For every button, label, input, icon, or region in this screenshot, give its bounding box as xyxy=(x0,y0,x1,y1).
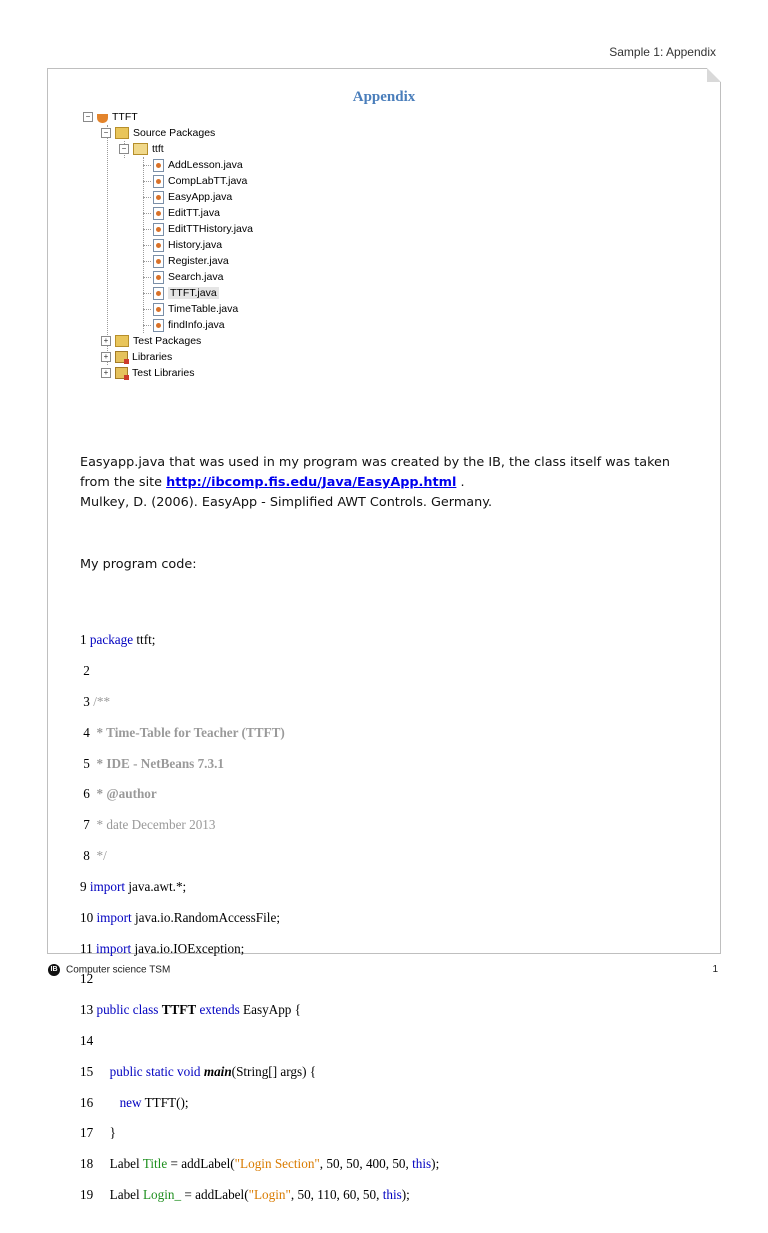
code-line: 19 Label Login_ = addLabel("Login", 50, 110, 60, 50, this); xyxy=(80,1187,410,1203)
code-line: 10 import java.io.RandomAccessFile; xyxy=(80,909,280,925)
tree-file-label: History.java xyxy=(168,239,223,251)
code-line: 9 import java.awt.*; xyxy=(80,878,187,894)
footer-label: Computer science TSM xyxy=(66,964,171,976)
code-line: 14 xyxy=(80,1032,94,1048)
tree-file-easyapp[interactable] xyxy=(145,189,232,205)
code-line: 2 xyxy=(80,663,90,679)
page-title: Appendix xyxy=(352,89,416,105)
tree-file-history[interactable] xyxy=(145,237,222,253)
tree-file-findinfo[interactable] xyxy=(145,317,225,333)
tree-file-label: EditTT.java xyxy=(168,207,220,219)
tree-file-label: Search.java xyxy=(168,271,224,283)
tree-node-root[interactable] xyxy=(83,109,138,125)
code-line: 16 new TTFT(); xyxy=(80,1094,189,1110)
code-line: 8 */ xyxy=(80,848,107,864)
code-line: 4 * Time-Table for Teacher (TTFT) xyxy=(80,724,285,740)
code-line: 7 * date December 2013 xyxy=(80,817,216,833)
code-line: 17 } xyxy=(80,1125,117,1141)
expand-icon[interactable]: + xyxy=(101,336,111,346)
tree-node-libraries[interactable] xyxy=(101,349,172,365)
tree-file-label: EditTTHistory.java xyxy=(168,223,253,235)
package-icon xyxy=(133,143,148,155)
code-line: 18 Label Title = addLabel("Login Section", 50, 50, 400, 50, this); xyxy=(80,1156,440,1172)
project-cup-icon xyxy=(97,114,108,123)
citation: Mulkey, D. (2006). EasyApp - Simplified AWT Controls. Germany. xyxy=(80,495,493,510)
java-file-icon xyxy=(153,159,164,172)
java-file-icon xyxy=(153,239,164,252)
tree-node-label: ttft xyxy=(152,143,164,155)
tree-node-test-packages[interactable] xyxy=(101,333,201,349)
tree-file-addlesson[interactable] xyxy=(145,157,243,173)
tree-node-label: Test Libraries xyxy=(132,367,195,379)
tree-node-label: Libraries xyxy=(132,351,173,363)
code-line: 5 * IDE - NetBeans 7.3.1 xyxy=(80,755,224,771)
expand-icon[interactable]: + xyxy=(101,352,111,362)
tree-node-source-packages[interactable] xyxy=(101,125,215,141)
java-file-icon xyxy=(153,271,164,284)
java-file-icon xyxy=(153,303,164,316)
tree-node-label: TTFT xyxy=(112,111,138,123)
page-number: 1 xyxy=(712,964,718,975)
folder-icon xyxy=(115,335,129,347)
java-file-icon xyxy=(153,191,164,204)
tree-file-label: TTFT.java xyxy=(170,287,217,299)
tree-file-ttft[interactable] xyxy=(145,285,219,301)
ib-logo-icon: IB xyxy=(48,964,60,976)
java-file-icon xyxy=(153,319,164,332)
paragraph-easyapp-line2 xyxy=(80,475,465,490)
tree-file-timetable[interactable] xyxy=(145,301,238,317)
tree-file-label: EasyApp.java xyxy=(168,191,233,203)
collapse-icon[interactable]: − xyxy=(119,144,129,154)
folder-icon xyxy=(115,127,129,139)
code-line: 1 package ttft; xyxy=(80,632,156,648)
tree-file-label: Register.java xyxy=(168,255,229,267)
java-main-file-icon xyxy=(153,287,164,300)
easyapp-link[interactable]: http://ibcomp.fis.edu/Java/EasyApp.html xyxy=(166,475,457,490)
footer-left xyxy=(48,964,170,976)
code-line: 15 public static void main(String[] args) { xyxy=(80,1063,317,1079)
java-file-icon xyxy=(153,223,164,236)
expand-icon[interactable]: + xyxy=(101,368,111,378)
tree-node-test-libraries[interactable] xyxy=(101,365,194,381)
library-icon xyxy=(115,367,128,379)
text-span: . xyxy=(456,475,465,490)
code-line: 3 /** xyxy=(80,694,111,710)
header-label: Sample 1: Appendix xyxy=(609,45,716,59)
tree-node-package[interactable] xyxy=(119,141,164,157)
tree-file-label: TimeTable.java xyxy=(168,303,239,315)
java-file-icon xyxy=(153,207,164,220)
paragraph-easyapp-line1: Easyapp.java that was used in my program was created by the IB, the class itself was taken xyxy=(80,455,671,470)
code-listing xyxy=(80,617,439,1233)
tree-file-label: CompLabTT.java xyxy=(168,175,248,187)
code-line: 13 public class TTFT extends EasyApp { xyxy=(80,1002,302,1018)
tree-file-label: findInfo.java xyxy=(168,319,225,331)
tree-node-label: Test Packages xyxy=(133,335,202,347)
java-file-icon xyxy=(153,175,164,188)
code-heading: My program code: xyxy=(80,557,197,572)
tree-file-register[interactable] xyxy=(145,253,229,269)
tree-file-complabtt[interactable] xyxy=(145,173,247,189)
text-span: from the site xyxy=(80,475,167,490)
tree-file-search[interactable] xyxy=(145,269,223,285)
collapse-icon[interactable]: − xyxy=(83,112,93,122)
tree-file-label: AddLesson.java xyxy=(168,159,243,171)
collapse-icon[interactable]: − xyxy=(101,128,111,138)
page-corner-fold xyxy=(707,68,721,82)
project-tree xyxy=(83,109,313,399)
library-icon xyxy=(115,351,128,363)
code-line: 6 * @author xyxy=(80,786,157,802)
code-line: 12 xyxy=(80,971,94,987)
tree-file-edittt[interactable] xyxy=(145,205,220,221)
tree-node-label: Source Packages xyxy=(133,127,216,139)
tree-file-editthistory[interactable] xyxy=(145,221,253,237)
java-file-icon xyxy=(153,255,164,268)
code-line: 11 import java.io.IOException; xyxy=(80,940,245,956)
